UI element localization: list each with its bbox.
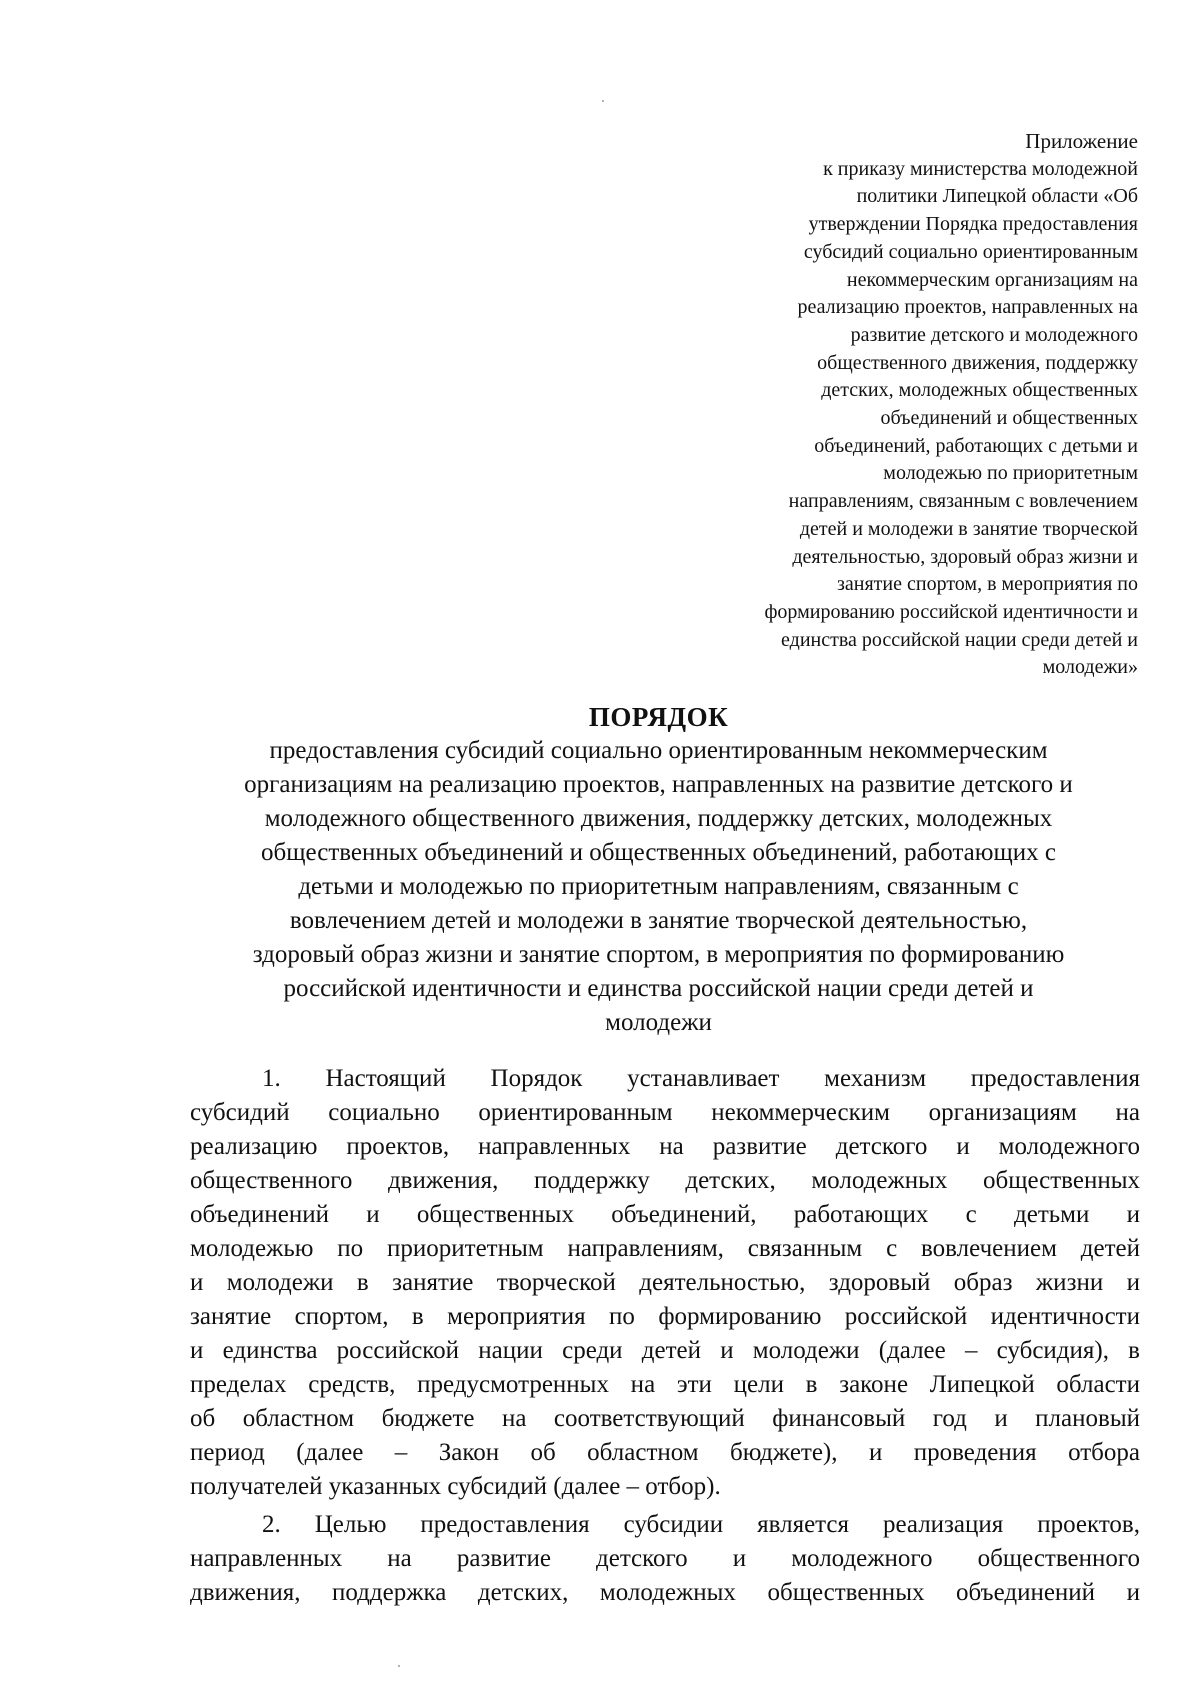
subtitle-line: молодежного общественного движения, поддержку детских, молодежных xyxy=(264,805,1053,832)
appendix-line: субсидий социально ориентированным xyxy=(803,240,1138,263)
subtitle-line: российской идентичности и единства российской нации среди детей и xyxy=(283,975,1034,1002)
body-line: движения, поддержка детских, молодежных общественных объединений и xyxy=(190,1579,1140,1606)
subtitle-line: предоставления субсидий социально ориентированным некоммерческим xyxy=(269,737,1048,764)
subtitle-line: вовлечением детей и молодежи в занятие творческой деятельностью, xyxy=(289,907,1028,934)
body-line: общественного движения, поддержку детских, молодежных общественных xyxy=(190,1167,1140,1194)
subtitle-line: общественных объединений и общественных объединений, работающих с xyxy=(261,839,1056,866)
body-line: 2. Целью предоставления субсидии является реализация проектов, xyxy=(262,1511,1140,1538)
document-title: ПОРЯДОК xyxy=(588,702,729,732)
subtitle-line: молодежи xyxy=(605,1009,712,1036)
scan-artifact xyxy=(398,1665,400,1667)
appendix-line: деятельностью, здоровый образ жизни и xyxy=(792,545,1138,568)
subtitle-line: детьми и молодежью по приоритетным направлениям, связанным с xyxy=(298,873,1019,900)
paragraph-2 xyxy=(190,1508,1140,1610)
appendix-line: развитие детского и молодежного xyxy=(850,323,1138,346)
appendix-line: к приказу министерства молодежной xyxy=(823,157,1138,180)
body-line: занятие спортом, в мероприятия по формированию российской идентичности xyxy=(190,1303,1140,1330)
body-line: период (далее – Закон об областном бюджете), и проведения отбора xyxy=(190,1439,1140,1466)
appendix-line: занятие спортом, в мероприятия по xyxy=(837,573,1138,596)
body-line: 1. Настоящий Порядок устанавливает механизм предоставления xyxy=(262,1065,1140,1092)
appendix-line: детей и молодежи в занятие творческой xyxy=(799,517,1138,540)
scan-artifact xyxy=(602,100,604,102)
subtitle-line: организациям на реализацию проектов, направленных на развитие детского и xyxy=(244,771,1073,798)
appendix-header xyxy=(690,128,1138,682)
body-line: об областном бюджете на соответствующий финансовый год и плановый xyxy=(190,1405,1140,1432)
appendix-line: объединений, работающих с детьми и xyxy=(814,434,1138,457)
body-line: реализацию проектов, направленных на развитие детского и молодежного xyxy=(190,1133,1140,1160)
appendix-line: общественного движения, поддержку xyxy=(817,351,1138,374)
body-line: получателей указанных субсидий (далее – отбор). xyxy=(190,1473,721,1500)
appendix-line: реализацию проектов, направленных на xyxy=(797,296,1138,319)
appendix-line: политики Липецкой области «Об xyxy=(856,185,1138,208)
appendix-line: молодежи» xyxy=(1042,656,1138,679)
body-line: молодежью по приоритетным направлениям, связанным с вовлечением детей xyxy=(190,1235,1140,1262)
document-subtitle xyxy=(170,734,1147,1040)
paragraph-1 xyxy=(190,1062,1140,1504)
appendix-line: утверждении Порядка предоставления xyxy=(808,213,1138,236)
appendix-line: молодежью по приоритетным xyxy=(883,462,1138,485)
appendix-line: объединений и общественных xyxy=(880,407,1138,430)
appendix-line: формированию российской идентичности и xyxy=(764,600,1138,623)
appendix-line: единства российской нации среди детей и xyxy=(781,628,1138,651)
body-line: пределах средств, предусмотренных на эти цели в законе Липецкой области xyxy=(190,1371,1140,1398)
body-line: и молодежи в занятие творческой деятельностью, здоровый образ жизни и xyxy=(190,1269,1140,1296)
appendix-line: детских, молодежных общественных xyxy=(821,379,1138,402)
body-line: субсидий социально ориентированным некоммерческим организациям на xyxy=(190,1099,1140,1126)
appendix-line: Приложение xyxy=(1025,129,1138,153)
subtitle-line: здоровый образ жизни и занятие спортом, в мероприятия по формированию xyxy=(252,941,1065,968)
document-body xyxy=(190,1062,1140,1610)
body-line: объединений и общественных объединений, работающих с детьми и xyxy=(190,1201,1140,1228)
body-line: направленных на развитие детского и молодежного общественного xyxy=(190,1545,1140,1572)
body-line: и единства российской нации среди детей и молодежи (далее – субсидия), в xyxy=(190,1337,1140,1364)
appendix-line: некоммерческим организациям на xyxy=(846,268,1138,291)
title-block xyxy=(170,700,1147,1040)
appendix-line: направлениям, связанным с вовлечением xyxy=(788,490,1138,513)
